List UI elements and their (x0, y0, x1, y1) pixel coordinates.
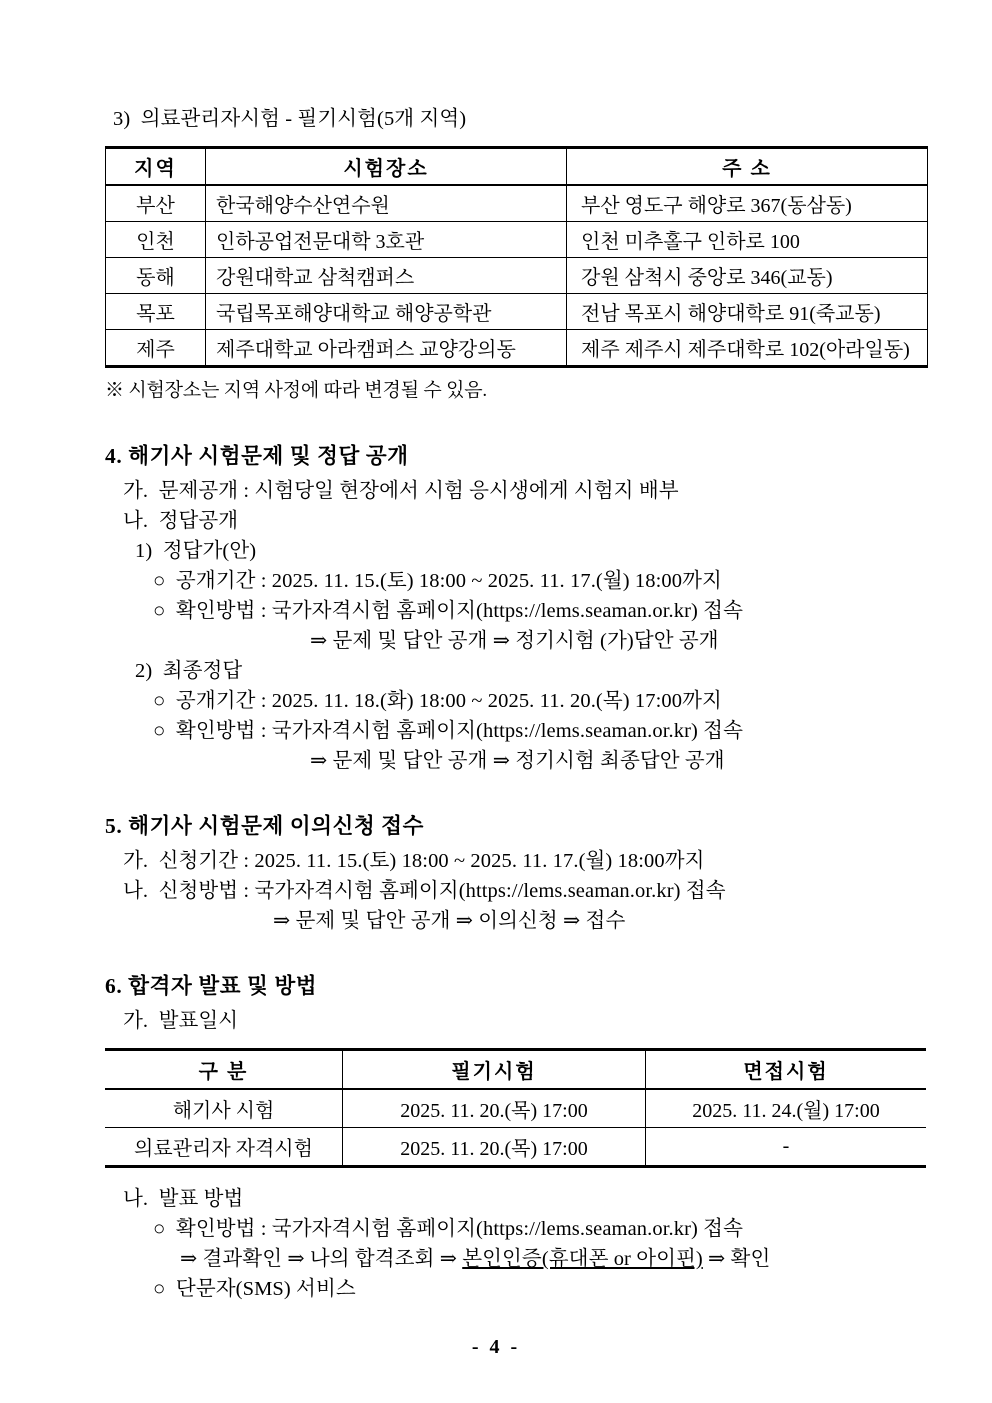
section6-method-cont (180, 1244, 895, 1274)
header-category: 구 분 (105, 1050, 343, 1090)
table-row (105, 1128, 926, 1167)
cell-address: 강원 삼척시 중앙로 346(교동) (567, 258, 928, 294)
header-address: 주 소 (567, 148, 928, 186)
section4-item-na: 나. 정답공개 (123, 510, 239, 532)
cell-place: 제주대학교 아라캠퍼스 교양강의동 (206, 330, 567, 367)
announcement-schedule-table (105, 1048, 926, 1168)
section6-item-ga: 가. 발표일시 (123, 1010, 239, 1032)
section4-sub1-period: ○ 공개기간 : 2025. 11. 15.(토) 18:00 ~ 2025. 11. 17.(월) 18:00까지 (153, 570, 722, 592)
cell-region: 인천 (106, 222, 206, 258)
section4-item-ga: 가. 문제공개 : 시험당일 현장에서 시험 응시생에게 시험지 배부 (123, 480, 679, 502)
table-row (106, 222, 928, 258)
section5-item-na: 나. 신청방법 : 국가자격시험 홈페이지(https://lems.seaman.or.kr) 접속 (123, 880, 726, 902)
table-row (105, 1089, 926, 1128)
section4-heading: 4. 해기사 시험문제 및 정답 공개 (105, 444, 409, 468)
section6-sms: ○ 단문자(SMS) 서비스 (153, 1278, 356, 1300)
section6-heading: 6. 합격자 발표 및 방법 (105, 974, 318, 998)
method-cont-pre: ⇒ 결과확인 ⇒ 나의 합격조회 ⇒ (180, 1248, 463, 1270)
section5-item-ga: 가. 신청기간 : 2025. 11. 15.(토) 18:00 ~ 2025. 11. 17.(월) 18:00까지 (123, 850, 705, 872)
document-content (105, 104, 910, 1304)
cell-place: 강원대학교 삼척캠퍼스 (206, 258, 567, 294)
venue-change-note: ※ 시험장소는 지역 사정에 따라 변경될 수 있음. (105, 380, 487, 401)
cell-category: 해기사 시험 (105, 1089, 343, 1128)
cell-place: 인하공업전문대학 3호관 (206, 222, 567, 258)
table-row (106, 258, 928, 294)
cell-address: 인천 미추홀구 인하로 100 (567, 222, 928, 258)
method-cont-identity-verification: 본인인증(휴대폰 or 아이핀) (462, 1248, 703, 1270)
header-place: 시험장소 (206, 148, 567, 186)
section5-item-na-cont: ⇒ 문제 및 답안 공개 ⇒ 이의신청 ⇒ 접수 (273, 910, 626, 932)
table-row (106, 294, 928, 330)
cell-written: 2025. 11. 20.(목) 17:00 (343, 1089, 646, 1128)
section4-sub1-method-cont: ⇒ 문제 및 답안 공개 ⇒ 정기시험 (가)답안 공개 (310, 630, 719, 652)
cell-region: 제주 (106, 330, 206, 367)
table-header-row (106, 148, 928, 186)
table-row (106, 185, 928, 222)
header-region: 지역 (106, 148, 206, 186)
cell-region: 부산 (106, 185, 206, 222)
cell-interview: 2025. 11. 24.(월) 17:00 (646, 1089, 927, 1128)
cell-place: 국립목포해양대학교 해양공학관 (206, 294, 567, 330)
section4-sub1-method: ○ 확인방법 : 국가자격시험 홈페이지(https://lems.seaman.or.kr) 접속 (153, 600, 743, 622)
cell-interview: - (646, 1128, 927, 1167)
table-row (106, 330, 928, 367)
page-number: - 4 - (471, 1336, 521, 1358)
exam-venue-table (105, 146, 928, 368)
method-cont-post: ⇒ 확인 (702, 1248, 771, 1270)
cell-address: 부산 영도구 해양로 367(동삼동) (567, 185, 928, 222)
header-interview-exam: 면접시험 (646, 1050, 927, 1090)
section3-title: 3) 의료관리자시험 - 필기시험(5개 지역) (113, 108, 467, 130)
section4-sub2-method-cont: ⇒ 문제 및 답안 공개 ⇒ 정기시험 최종답안 공개 (310, 750, 725, 772)
section6-item-na: 나. 발표 방법 (123, 1188, 244, 1210)
cell-region: 목포 (106, 294, 206, 330)
section6-method: ○ 확인방법 : 국가자격시험 홈페이지(https://lems.seaman.or.kr) 접속 (153, 1218, 743, 1240)
cell-written: 2025. 11. 20.(목) 17:00 (343, 1128, 646, 1167)
cell-category: 의료관리자 자격시험 (105, 1128, 343, 1167)
section4-sub2-period: ○ 공개기간 : 2025. 11. 18.(화) 18:00 ~ 2025. 11. 20.(목) 17:00까지 (153, 690, 722, 712)
section4-sub2-title: 2) 최종정답 (135, 660, 243, 682)
cell-region: 동해 (106, 258, 206, 294)
table-header-row (105, 1050, 926, 1090)
section4-sub1-title: 1) 정답가(안) (135, 540, 257, 562)
section5-heading: 5. 해기사 시험문제 이의신청 접수 (105, 814, 425, 838)
cell-place: 한국해양수산연수원 (206, 185, 567, 222)
cell-address: 제주 제주시 제주대학로 102(아라일동) (567, 330, 928, 367)
section4-sub2-method: ○ 확인방법 : 국가자격시험 홈페이지(https://lems.seaman.or.kr) 접속 (153, 720, 743, 742)
header-written-exam: 필기시험 (343, 1050, 646, 1090)
cell-address: 전남 목포시 해양대학로 91(죽교동) (567, 294, 928, 330)
